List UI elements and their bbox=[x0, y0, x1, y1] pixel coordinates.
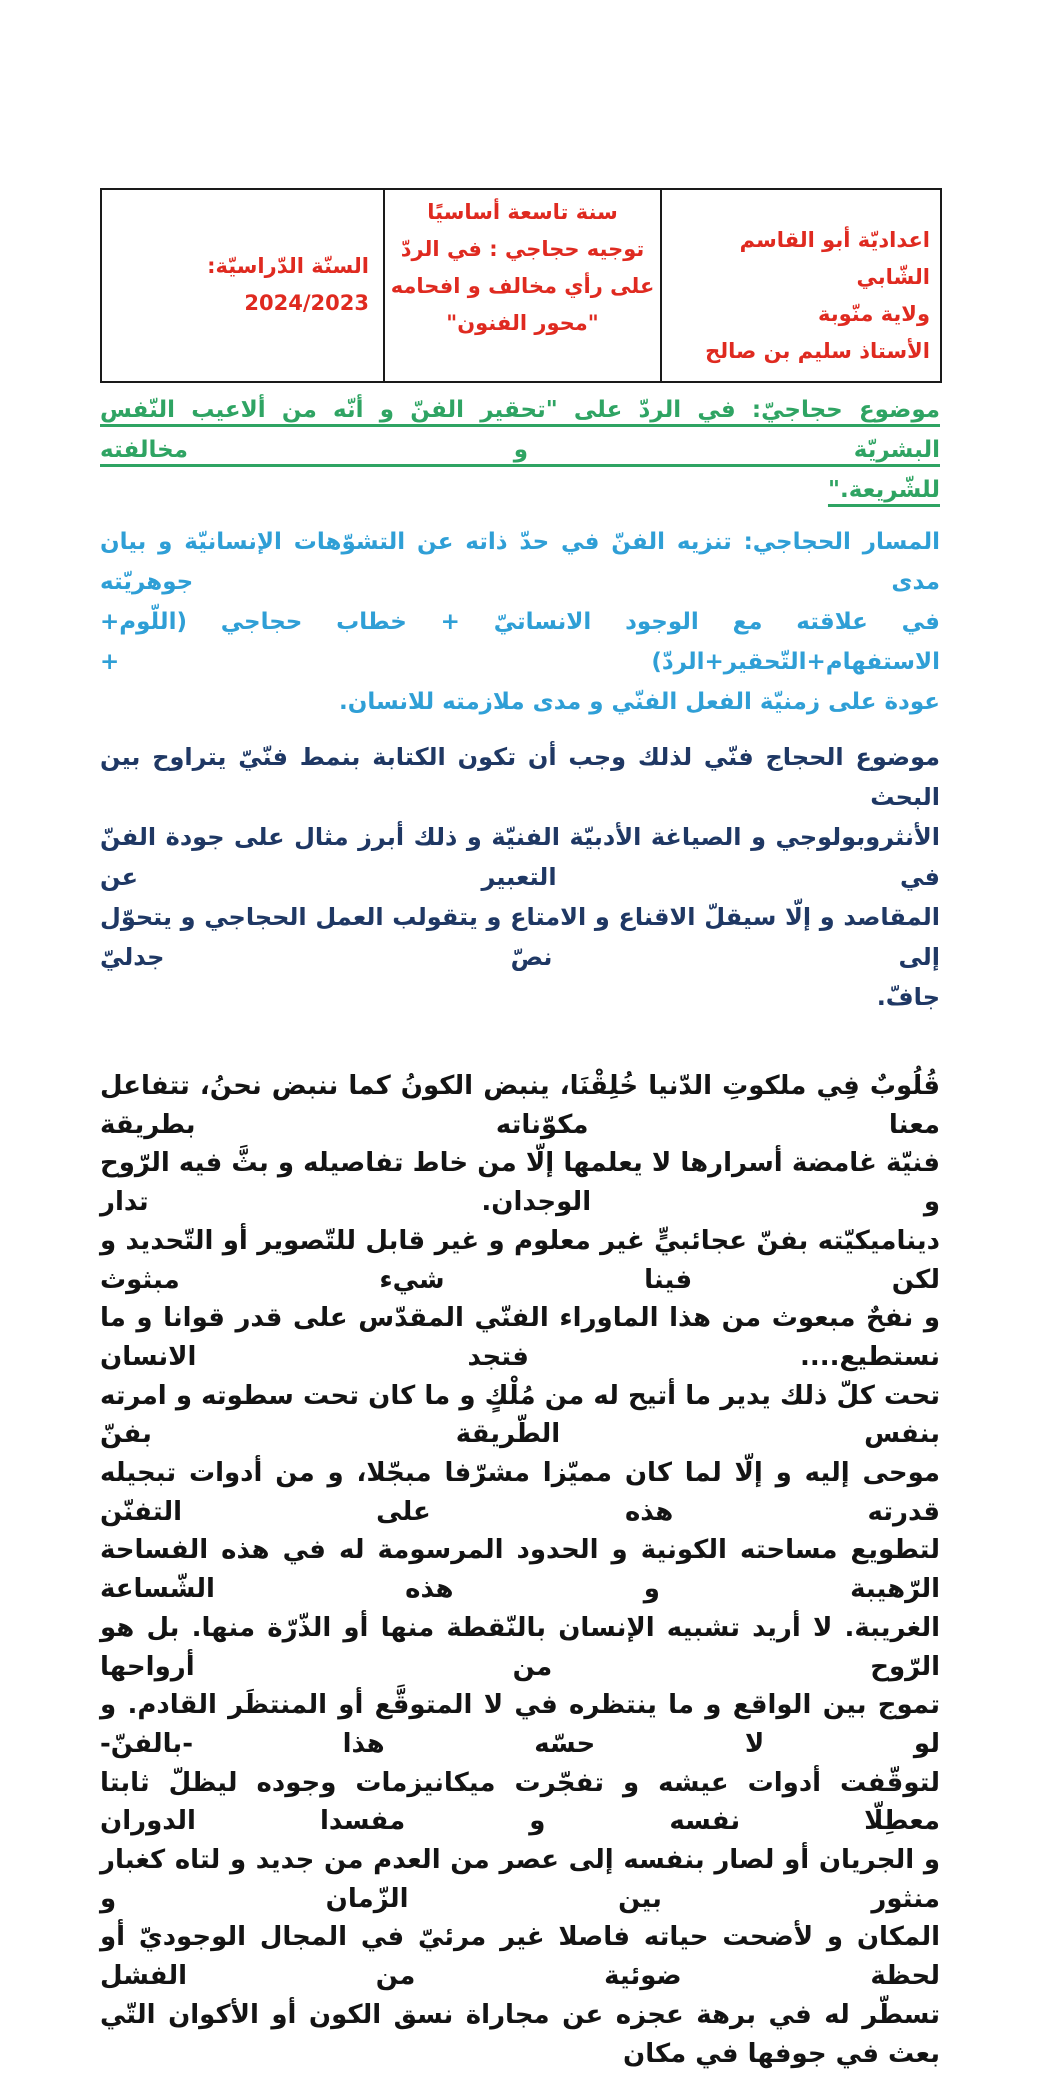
header-table bbox=[100, 188, 942, 383]
text-line: عودة على زمنيّة الفعل الفنّي و مدى ملازمته للانسان. bbox=[338, 689, 940, 715]
text-line: موحى إليه و إلّا لما كان مميّزا مشرّفا مبجّلا، و من أدوات تبجيله قدرته هذه على التفنّن bbox=[100, 1458, 940, 1527]
text-line: توجيه حجاجي : في الردّ bbox=[400, 237, 645, 261]
school-info-cell bbox=[661, 189, 941, 382]
text-line: ولاية منّوبة bbox=[818, 302, 930, 326]
text-line: 2024/2023 bbox=[244, 291, 369, 315]
text-line: في علاقته مع الوجود الانساتيّ + خطاب حجاجي (اللّوم+ الاستفهام+التّحقير+الردّ) + bbox=[100, 609, 940, 675]
text-line: جافّ. bbox=[876, 983, 940, 1011]
text-line: تموج بين الواقع و ما ينتظره في لا المتوقَّع أو المنتظَر القادم. و لو لا حسّه هذا -بالفنّ- bbox=[100, 1690, 940, 1759]
text-line: سنة تاسعة أساسيًا bbox=[427, 200, 618, 224]
text-line: السنّة الدّراسيّة: bbox=[207, 254, 369, 278]
text-line: المسار الحجاجي: تنزيه الفنّ في حدّ ذاته عن التشوّهات الإنسانيّة و بيان مدى جوهريّته bbox=[100, 529, 940, 595]
style-guidance-paragraph bbox=[100, 737, 940, 1017]
header-table-row bbox=[101, 189, 941, 382]
text-line: تسطّر له في برهة عجزه عن مجاراة نسق الكون أو الأكوان التّي بعث في جوفها في مكان bbox=[100, 1999, 940, 2069]
text-line: لتوقّفت أدوات عيشه و تفجّرت ميكانيزمات وجوده ليظلّ ثابتا معطِلّا نفسه و مفسدا الدوران bbox=[100, 1767, 940, 1837]
text-line: الأنثروبولوجي و الصياغة الأدبيّة الفنيّة و ذلك أبرز مثال على جودة الفنّ في التعبير عن bbox=[100, 823, 940, 891]
text-line: و نفحٌ مبعوث من هذا الماوراء الفنّي المقدّس على قدر قوانا و ما نستطيع.... فتجد الانسان bbox=[100, 1303, 940, 1372]
text-line: الغريبة. لا أريد تشبيه الإنسان بالنّقطة منها أو الذّرّة منها. بل هو الرّوح من أرواحها bbox=[100, 1612, 940, 1682]
text-line: "محور الفنون" bbox=[446, 311, 599, 335]
text-line: قُلُوبٌ فِي ملكوتِ الدّنيا خُلِقْنَا، ينبض الكونُ كما ننبض نحنُ، تتفاعل معنا مكوّناته بطريقة bbox=[100, 1071, 940, 1140]
text-line: على رأي مخالف و افحامه bbox=[390, 274, 655, 298]
essay-topic-heading bbox=[100, 390, 940, 510]
argument-path-paragraph bbox=[100, 522, 940, 722]
text-line: موضوع حجاجيّ: في الردّ على "تحقير الفنّ و أنّه من ألاعيب النّفس البشريّة و مخالفته bbox=[100, 397, 940, 463]
text-line: للشّريعة." bbox=[827, 477, 940, 503]
class-subject-cell bbox=[384, 189, 661, 382]
school-year-cell bbox=[101, 189, 384, 382]
text-line: فنيّة غامضة أسرارها لا يعلمها إلّا من خاط تفاصيله و بثَّ فيه الرّوح و الوجدان. تدار bbox=[100, 1148, 940, 1218]
text-line: المكان و لأضحت حياته فاصلا غير مرئيّ في المجال الوجوديّ أو لحظة ضوئية من الفشل bbox=[100, 1922, 940, 1992]
text-line: تحت كلّ ذلك يدير ما أتيح له من مُلْكٍ و ما كان تحت سطوته و امرته بنفس الطّريقة بفنّ bbox=[100, 1380, 940, 1450]
text-line: المقاصد و إلّا سيقلّ الاقناع و الامتاع و يتقولب العمل الحجاجي و يتحوّل إلى نصّ جدليّ bbox=[100, 903, 940, 971]
text-line: ديناميكيّته بفنّ عجائبيٍّ غير معلوم و غير قابل للتّصوير أو التّحديد و لكن فينا شيء مبثوث bbox=[100, 1225, 940, 1295]
essay-body-text bbox=[100, 1067, 940, 2073]
text-line: و الجريان أو لصار بنفسه إلى عصر من العدم من جديد و لتاه كغبار منثور بين الزّمان و bbox=[100, 1845, 940, 1914]
text-line: الأستاذ سليم بن صالح bbox=[705, 339, 930, 363]
text-line: اعداديّة أبو القاسم الشّابي bbox=[739, 228, 930, 289]
text-line: موضوع الحجاج فنّي لذلك وجب أن تكون الكتابة بنمط فنّيّ يتراوح بين البحث bbox=[100, 743, 940, 811]
text-line: لتطويع مساحته الكونية و الحدود المرسومة له في هذه الفساحة الرّهيبة و هذه الشّساعة bbox=[100, 1535, 940, 1605]
